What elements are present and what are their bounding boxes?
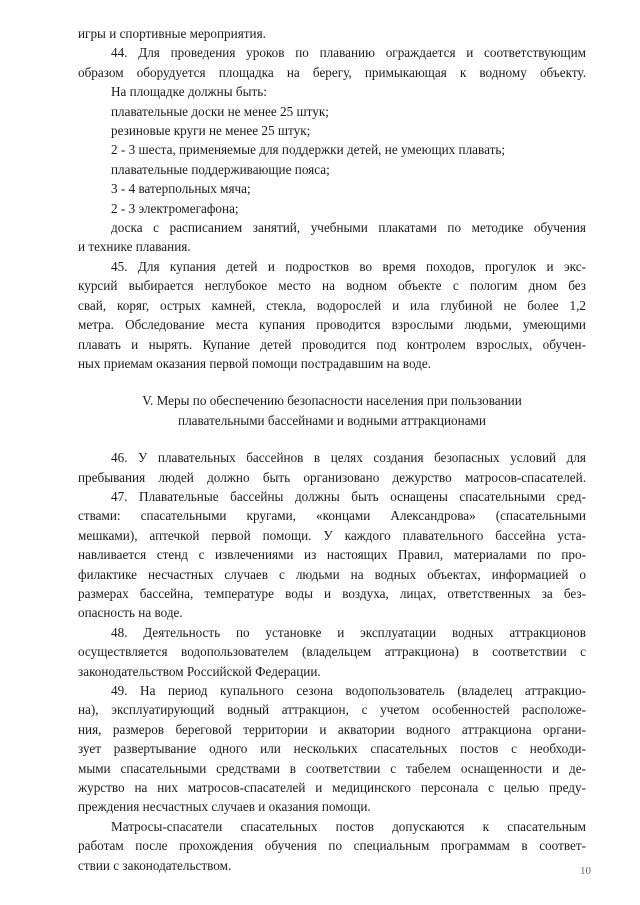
- text-line: свай, коряг, острых камней, стекла, водорослей и ила глубиной не более 1,2: [78, 297, 586, 313]
- text-line: 45. Для купания детей и подростков во время походов, прогулок и экс-: [111, 258, 586, 274]
- text-line: пребывания людей должно быть организовано дежурство матросов-спасателей.: [78, 469, 586, 485]
- text-line: 2 - 3 шеста, применяемые для поддержки детей, не умеющих плавать;: [111, 142, 506, 158]
- text-line: образом оборудуется площадка на берегу, примыкающая к водному объекту.: [78, 64, 586, 80]
- text-line: 47. Плавательные бассейны должны быть оснащены спасательными сред-: [111, 488, 586, 504]
- text-line: и технике плавания.: [78, 239, 191, 255]
- text-line: доска с расписанием занятий, учебными плакатами по методике обучения: [111, 220, 586, 236]
- text-line: 48. Деятельность по установке и эксплуатации водных аттракционов: [111, 624, 586, 640]
- section-heading-line: V. Меры по обеспечению безопасности населения при пользовании: [142, 393, 522, 409]
- section-heading-line: плавательными бассейнами и водными аттракционами: [178, 412, 486, 428]
- text-line: ния, размеров береговой территории и акватории водного аттракциона органи-: [78, 721, 586, 737]
- text-line: размерах бассейна, температуре воды и воздуха, лицах, ответственных за без-: [78, 585, 586, 601]
- text-line: осуществляется водопользователем (владельцем аттракциона) в соответствии с: [78, 644, 586, 660]
- text-line: На площадке должны быть:: [111, 84, 267, 100]
- text-line: плавательные поддерживающие пояса;: [111, 161, 330, 177]
- text-line: Матросы-спасатели спасательных постов допускаются к спасательным: [111, 818, 586, 834]
- text-line: ных приемам оказания первой помощи пострадавшим на воде.: [78, 355, 432, 371]
- text-line: журство на них матросов-спасателей и медицинского персонала с целью преду-: [78, 780, 586, 796]
- text-line: 44. Для проведения уроков по плаванию ограждается и соответствующим: [111, 45, 586, 61]
- text-line: мыми спасательными средствами в соответствии с табелем оснащенности и де-: [78, 760, 586, 776]
- document-body: [78, 24, 586, 875]
- text-line: филактике несчастных случаев с людьми на водных объектах, информацией о: [78, 566, 586, 582]
- text-line: преждения несчастных случаев и оказания помощи.: [78, 799, 371, 815]
- text-line: 2 - 3 электромегафона;: [111, 200, 239, 216]
- text-line: 49. На период купального сезона водопользователь (владелец аттракцио-: [111, 683, 586, 698]
- text-line: 46. У плавательных бассейнов в целях создания безопасных условий для: [111, 450, 586, 466]
- text-line: законодательством Российской Федерации.: [78, 663, 321, 679]
- text-line: мешками), аптечкой первой помощи. У каждого плавательного бассейна уста-: [78, 527, 586, 543]
- text-line: навливается стенд с извлечениями из настоящих Правил, материалами по про-: [78, 547, 586, 563]
- text-line: метра. Обследование места купания проводится взрослыми людьми, умеющими: [78, 317, 586, 333]
- text-line: курсий выбирается неглубокое место на водном объекте с пологим дном без: [78, 278, 586, 294]
- text-line: зует развертывание одного или нескольких спасательных постов с необходи-: [78, 741, 586, 757]
- page-number: 10: [580, 865, 591, 877]
- text-line: ствами: спасательными кругами, «концами Александрова» (спасательными: [78, 508, 586, 524]
- text-line: игры и спортивные мероприятия.: [78, 26, 266, 41]
- text-line: резиновые круги не менее 25 штук;: [111, 123, 311, 139]
- section-heading: [78, 391, 586, 430]
- text-line: плавать и нырять. Купание детей проводится под контролем взрослых, обучен-: [78, 336, 586, 352]
- text-line: опасность на воде.: [78, 605, 183, 621]
- text-line: 3 - 4 ватерпольных мяча;: [111, 181, 251, 197]
- text-line: ствии с законодательством.: [78, 857, 232, 873]
- text-line: работам после прохождения обучения по специальным программам в соответ-: [78, 838, 586, 854]
- text-line: на), эксплуатирующий водный аттракцион, с учетом особенностей расположе-: [78, 702, 586, 718]
- text-line: плавательные доски не менее 25 штук;: [111, 103, 329, 119]
